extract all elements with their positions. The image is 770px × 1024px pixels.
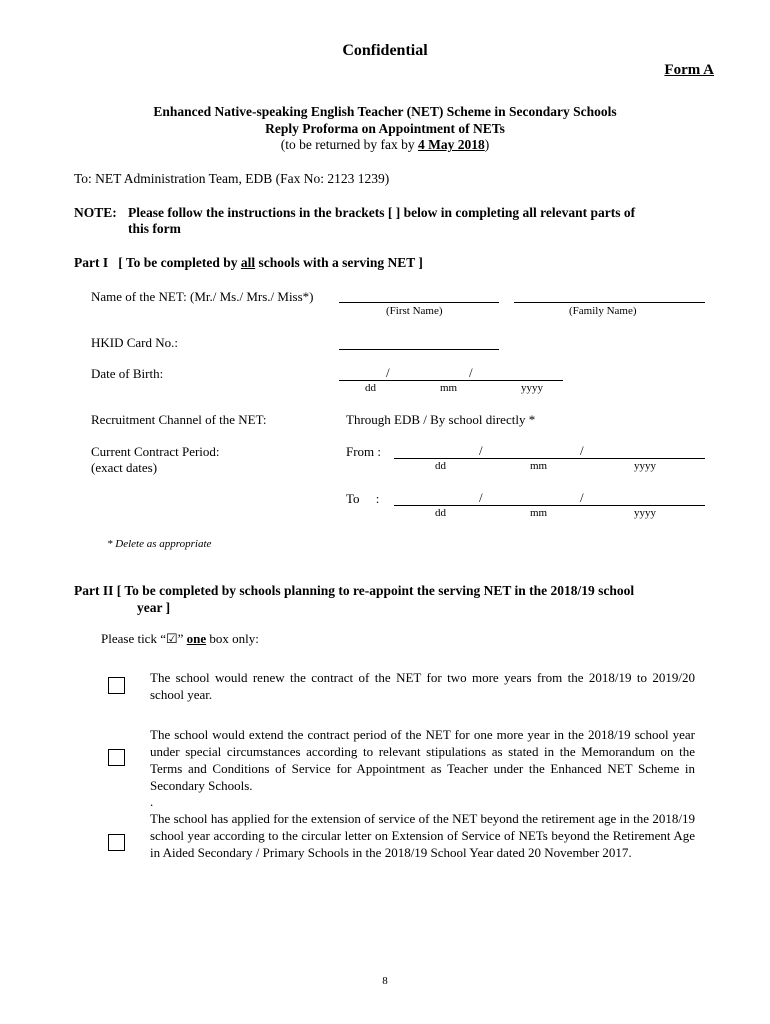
net-name-label: Name of the NET: (Mr./ Ms./ Mrs./ Miss*) [91, 289, 314, 304]
contract-period-sublabel: (exact dates) [91, 460, 158, 475]
note-text-line2: this form [128, 221, 181, 236]
dob-slash-2: / [469, 365, 473, 380]
confidential-heading: Confidential [342, 42, 428, 59]
part2-heading-line2: year ] [137, 600, 171, 615]
from-mm-caption: mm [530, 460, 548, 472]
scheme-title: Enhanced Native-speaking English Teacher (NET) Scheme in Secondary Schools [153, 104, 617, 119]
note-text-line1: Please follow the instructions in the brackets [ ] below in completing all relevant parts of [128, 205, 636, 220]
part1-heading-suffix: schools with a serving NET ] [255, 255, 423, 270]
part2-heading-line1: Part II [ To be completed by schools planning to re-appoint the serving NET in the 2018/19 school [74, 583, 635, 598]
tick-instruction-emphasis: one [186, 631, 207, 646]
first-name-field[interactable] [339, 302, 499, 303]
proforma-title: Reply Proforma on Appointment of NETs [265, 121, 505, 136]
family-name-caption: (Family Name) [569, 305, 637, 317]
return-deadline-suffix: ) [484, 137, 490, 152]
dob-mm-caption: mm [440, 382, 458, 394]
to-dd-caption: dd [435, 507, 446, 519]
to-slash-2: / [580, 490, 584, 505]
to-yyyy-caption: yyyy [634, 507, 656, 519]
hkid-field[interactable] [339, 349, 499, 350]
recruitment-channel-value[interactable]: Through EDB / By school directly * [346, 412, 536, 427]
from-yyyy-caption: yyyy [634, 460, 656, 472]
form-label: Form A [664, 62, 714, 78]
from-date-field[interactable] [394, 458, 705, 459]
note-label: NOTE: [74, 205, 117, 220]
part1-heading [74, 255, 423, 271]
tick-instruction [101, 631, 259, 647]
dob-slash-1: / [386, 365, 390, 380]
to-slash-1: / [479, 490, 483, 505]
option-extend-text: The school would extend the contract period of the NET for one more year in the 2018/19 school year under special circumstances according to relevant stipulations as stated in the Memorandum on the Terms and Conditions of Service for Appointment as Teacher under the Enhanced NET Scheme in Secondary Schools. [150, 727, 695, 793]
to-mm-caption: mm [530, 507, 548, 519]
option-retirement-text: The school has applied for the extension of service of the NET beyond the retirement age in the 2018/19 school year according to the circular letter on Extension of Service of NETs beyond the Retirement Age in Aided Secondary / Primary Schools in the 2018/19 School Year dated 20 November 2017. [150, 811, 695, 860]
stray-dot: . [150, 794, 154, 809]
recipient-line: To: NET Administration Team, EDB (Fax No: 2123 1239) [74, 171, 390, 186]
dob-dd-caption: dd [365, 382, 376, 394]
tick-instruction-suffix: box only: [206, 631, 259, 646]
dob-yyyy-caption: yyyy [521, 382, 543, 394]
page-number: 8 [382, 975, 388, 987]
part1-heading-emphasis: all [240, 255, 256, 270]
contract-period-label: Current Contract Period: [91, 444, 220, 459]
return-deadline-date: 4 May 2018 [417, 137, 485, 152]
from-label: From : [346, 444, 382, 459]
dob-label: Date of Birth: [91, 366, 164, 381]
part1-heading-prefix: Part I [ To be completed by [74, 255, 241, 270]
from-slash-2: / [580, 443, 584, 458]
hkid-label: HKID Card No.: [91, 335, 179, 350]
option-extend-checkbox[interactable] [108, 749, 125, 766]
from-slash-1: / [479, 443, 483, 458]
first-name-caption: (First Name) [386, 305, 443, 317]
delete-note: * Delete as appropriate [107, 538, 212, 550]
dob-field[interactable] [339, 380, 563, 381]
to-date-field[interactable] [394, 505, 705, 506]
return-deadline [0, 137, 770, 153]
option-retirement-checkbox[interactable] [108, 834, 125, 851]
recruitment-channel-label: Recruitment Channel of the NET: [91, 412, 267, 427]
option-renew-text: The school would renew the contract of the NET for two more years from the 2018/19 to 2019/20 school year. [150, 670, 695, 702]
option-renew-checkbox[interactable] [108, 677, 125, 694]
from-dd-caption: dd [435, 460, 446, 472]
family-name-field[interactable] [514, 302, 705, 303]
to-label: To : [346, 491, 380, 506]
return-deadline-prefix: (to be returned by fax by [280, 137, 418, 152]
tick-instruction-prefix: Please tick “☑” [101, 631, 187, 646]
